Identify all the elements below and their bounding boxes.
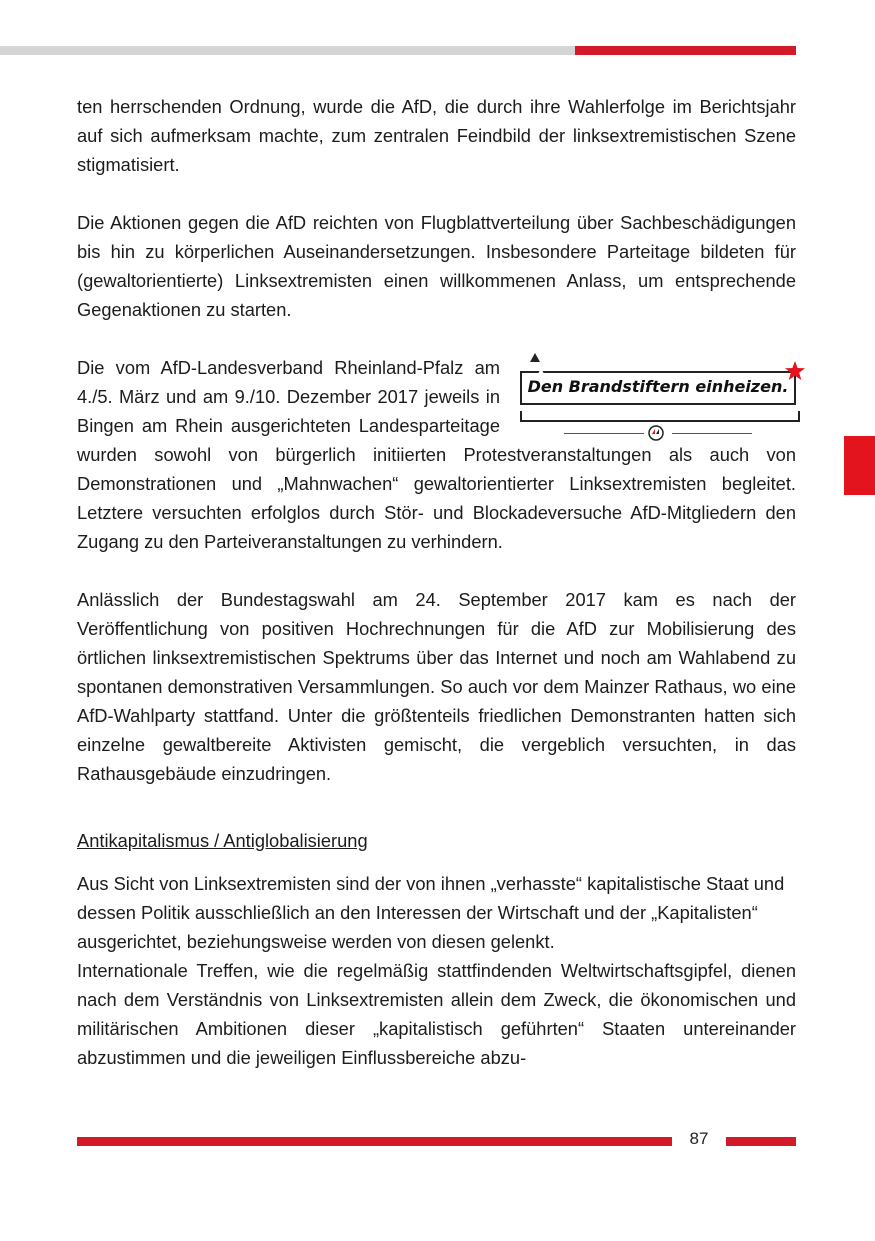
section-paragraph-1: Aus Sicht von Linksextremisten sind der von ihnen „verhasste“ kapitalistische Staat und dessen Politik ausschließlich an den Interessen der Wirtschaft und der „Kapitalisten“ ausgerichtet, beziehungsweise werden von diesen gelenkt. [77, 873, 785, 952]
section-heading: Antikapitalismus / Antiglobalisierung [77, 830, 368, 851]
star-icon [784, 360, 806, 382]
inset-graphic [516, 362, 806, 439]
slogan-banner [520, 371, 796, 405]
divider-right [672, 433, 752, 434]
paragraph-2: Die Aktionen gegen die AfD reichten von Flugblattverteilung über Sachbeschädigungen bis hin zu körperlichen Auseinandersetzungen. Insbesondere Parteitage bildeten für (gewaltorientierte) Linksextremisten einen willkommenen Anlass, um entsprechende Gegenaktionen zu starten. [77, 212, 796, 320]
top-rule-grey [0, 46, 575, 55]
paragraph-3-block [77, 353, 796, 556]
footer-rule-left [77, 1137, 672, 1146]
section-paragraph-2: Internationale Treffen, wie die regelmäßig stattfindenden Weltwirtschaftsgipfel, dienen nach dem Verständnis von Linksextremisten allein dem Zweck, die ökonomischen und militärischen Ambitionen dieser „kapitalistisch geführten“ Staaten untereinander abzustimmen und die jeweiligen Einflussbereiche abzu- [77, 960, 796, 1068]
chapter-side-tab [844, 436, 875, 495]
banner-second-line [520, 411, 800, 422]
page-number: 87 [689, 1129, 709, 1148]
paragraph-4: Anlässlich der Bundestagswahl am 24. September 2017 kam es nach der Veröffentlichung von positiven Hochrechnungen für die AfD zur Mobilisierung des örtlichen linksextremistischen Spektrums über das Internet und noch am Wahlabend zu spontanen demonstrativen Versammlungen. So auch vor dem Mainzer Rathaus, wo eine AfD-Wahlparty stattfand. Unter die größtenteils friedlichen Demonstranten hatten sich einzelne gewaltbereite Aktivisten gemischt, die vergeblich versuchten, in das Rathausgebäude einzudringen. [77, 589, 796, 784]
top-rule-red [575, 46, 796, 55]
paragraph-1: ten herrschenden Ordnung, wurde die AfD, die durch ihre Wahlerfolge im Berichtsjahr auf sich aufmerksam machte, zum zentralen Feindbild der linksextremistischen Szene stigmatisiert. [77, 96, 796, 175]
banner-pointer [530, 353, 540, 362]
footer-rule-right [726, 1137, 796, 1146]
page-body [77, 92, 796, 1072]
slogan-text: Den Brandstiftern einheizen. [527, 377, 789, 396]
paragraph-3: Die vom AfD-Landesverband Rheinland-Pfalz am 4./5. März und am 9./10. Dezember 2017 jeweils in Bingen am Rhein ausgerichteten Landesparteitage wurden sowohl von bürgerlich initiierten Protestveranstaltungen als auch von Demonstrationen und „Mahnwachen“ gewaltorientierter Linksextremisten begleitet. Letztere versuchten erfolglos durch Stör- und Blockadeversuche AfD-Mitgliedern den Zugang zu den Parteiveranstaltungen zu verhindern. [77, 357, 796, 552]
antifa-flag-icon [647, 425, 665, 441]
divider-left [564, 433, 644, 434]
